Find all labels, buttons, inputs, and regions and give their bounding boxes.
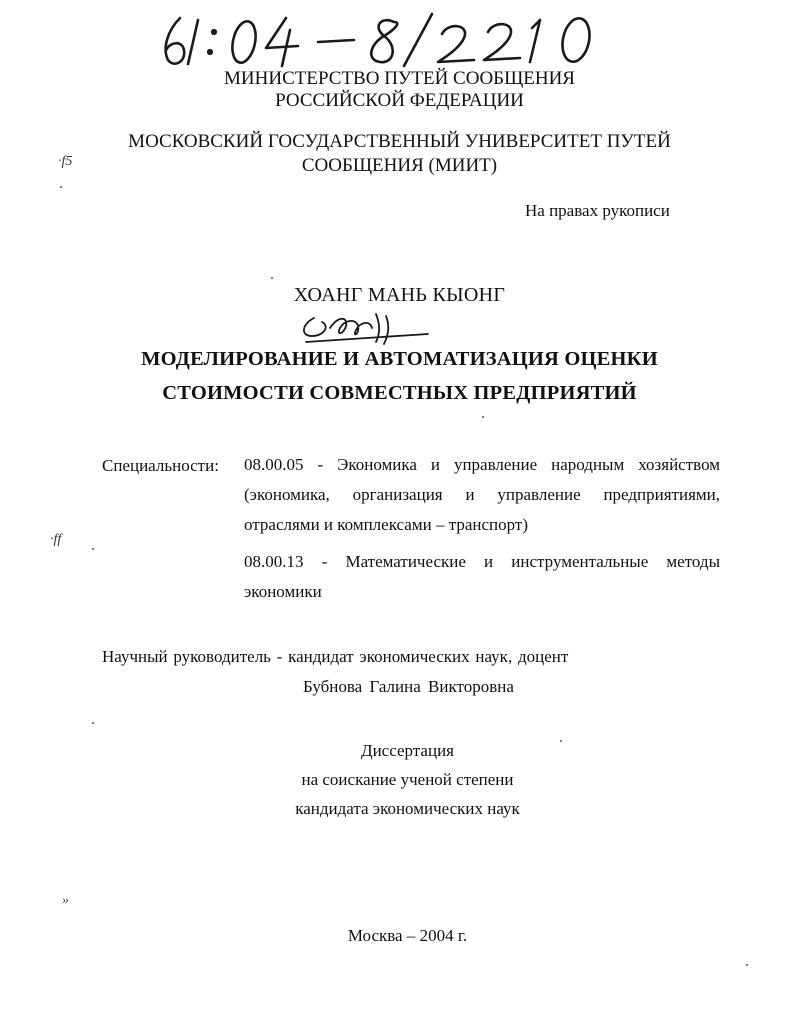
ministry-line-1: МИНИСТЕРСТВО ПУТЕЙ СООБЩЕНИЯ bbox=[224, 68, 575, 89]
author-name: ХОАНГ МАНЬ КЫОНГ bbox=[293, 284, 506, 306]
scan-speck bbox=[92, 548, 94, 550]
margin-mark-3: » bbox=[62, 893, 69, 908]
specialty-1-line-2: (экономика, организация и управление предприятиями, bbox=[244, 485, 720, 504]
supervisor-line-1: Научный руководитель - кандидат экономических наук, доцент bbox=[102, 647, 569, 666]
specialty-1-line-3: отраслями и комплексами – транспорт) bbox=[244, 515, 528, 534]
scan-speck bbox=[482, 416, 484, 418]
handwritten-archive-code bbox=[158, 8, 628, 70]
dissertation-line-3: кандидата экономических наук bbox=[295, 799, 520, 818]
city-and-year: Москва – 2004 г. bbox=[347, 926, 468, 945]
specialty-1 bbox=[244, 450, 720, 540]
specialty-2 bbox=[244, 547, 720, 607]
margin-mark-1: ·f5 bbox=[58, 154, 73, 169]
dissertation-title-line-2: СТОИМОСТИ СОВМЕСТНЫХ ПРЕДПРИЯТИЙ bbox=[162, 382, 637, 404]
scan-speck bbox=[92, 722, 94, 724]
university-line-1: МОСКОВСКИЙ ГОСУДАРСТВЕННЫЙ УНИВЕРСИТЕТ ПУТЕЙ bbox=[128, 131, 671, 152]
scan-speck bbox=[271, 277, 273, 279]
ministry-line-2: РОССИЙСКОЙ ФЕДЕРАЦИИ bbox=[275, 90, 524, 111]
scan-speck bbox=[746, 964, 748, 966]
university-line-2: СООБЩЕНИЯ (МИИТ) bbox=[301, 155, 498, 176]
specialty-2-line-2: экономики bbox=[244, 582, 322, 601]
specialty-2-line-1: 08.00.13 - Математические и инструментальные методы bbox=[244, 552, 720, 571]
specialties-label: Специальности: bbox=[102, 456, 219, 475]
scan-speck bbox=[60, 186, 62, 188]
supervisor-name: Бубнова Галина Викторовна bbox=[303, 677, 514, 696]
dissertation-line-2: на соискание ученой степени bbox=[301, 770, 514, 789]
scan-speck bbox=[560, 740, 562, 742]
margin-mark-2: ·ff bbox=[50, 532, 62, 547]
dissertation-line-1: Диссертация bbox=[360, 741, 454, 760]
manuscript-rights-note: На правах рукописи bbox=[525, 201, 670, 220]
dissertation-title-line-1: МОДЕЛИРОВАНИЕ И АВТОМАТИЗАЦИЯ ОЦЕНКИ bbox=[141, 348, 658, 370]
specialty-1-line-1: 08.00.05 - Экономика и управление народным хозяйством bbox=[244, 455, 720, 474]
